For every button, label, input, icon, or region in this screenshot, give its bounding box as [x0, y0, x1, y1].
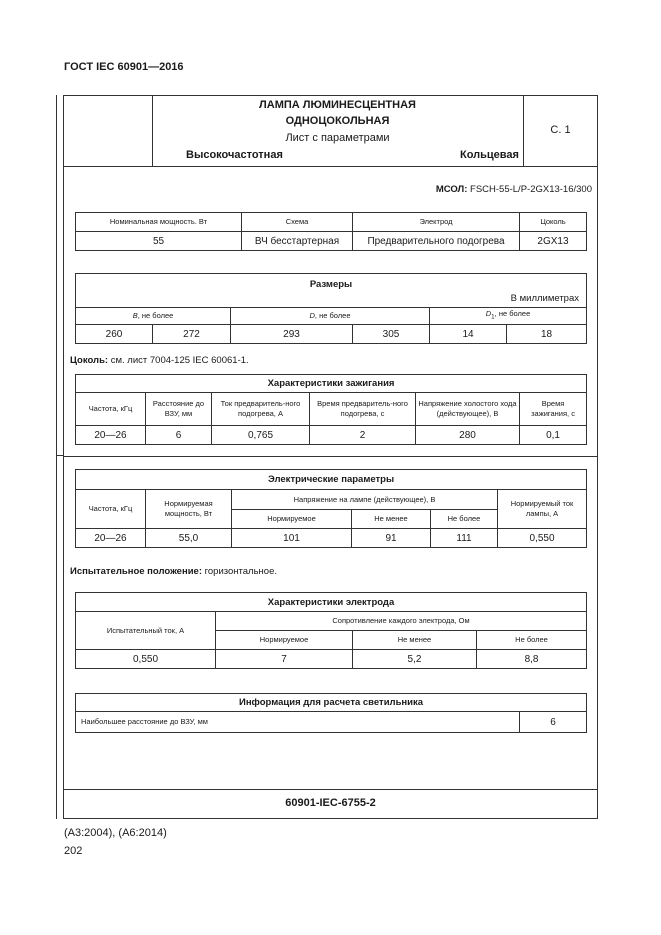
page-number: 202	[64, 845, 83, 857]
test-position-note	[70, 566, 277, 577]
value-cell: 5,2	[353, 650, 477, 669]
header-cell: Испытательный ток, А	[76, 612, 216, 650]
ignition-table	[75, 374, 587, 445]
luminaire-title: Информация для расчета светильника	[76, 694, 587, 712]
mcol-label: МСОЛ:	[435, 184, 468, 195]
general-table	[75, 212, 587, 251]
value-cell: 2GX13	[520, 232, 587, 251]
luminaire-table	[75, 693, 587, 733]
value-cell: 20—26	[76, 529, 146, 548]
value-cell: 305	[353, 325, 430, 344]
value-cell: 272	[153, 325, 231, 344]
section-divider	[63, 456, 598, 457]
header-cell: Время предваритель-ного подогрева, с	[310, 393, 416, 426]
value-cell: 0,550	[76, 650, 216, 669]
sheet-margin-tick	[56, 455, 63, 456]
header-cell: Сопротивление каждого электрода, Ом	[216, 612, 587, 631]
value-cell: Предварительного подогрева	[353, 232, 520, 251]
header-cell: Напряжение на лампе (действующее), В	[232, 490, 498, 510]
value-cell: 6	[146, 426, 212, 445]
value-cell: 101	[232, 529, 352, 548]
header-cell: Нормируемый ток лампы, А	[498, 490, 587, 529]
electrical-title: Электрические параметры	[76, 470, 587, 490]
value-cell: 20—26	[76, 426, 146, 445]
footer-divider	[63, 789, 598, 790]
dimension-symbol: D	[485, 309, 492, 319]
sheet-title-line1: ЛАМПА ЛЮМИНЕСЦЕНТНАЯ	[259, 99, 416, 111]
header-cell: Цоколь	[520, 213, 587, 232]
header-cell: B, не более	[76, 308, 231, 325]
header-cell: Не более	[477, 631, 587, 650]
sheet-margin-line	[56, 95, 57, 819]
header-cell: Нормируемая мощность, Вт	[146, 490, 232, 529]
header-cell: Не более	[431, 510, 498, 529]
test-position-label: Испытательное положение:	[70, 566, 202, 577]
lamp-type-left: Высокочастотная	[186, 149, 283, 161]
mcol-code	[436, 184, 592, 195]
value-cell: 111	[431, 529, 498, 548]
value-cell: 2	[310, 426, 416, 445]
dimension-symbol: D	[309, 311, 315, 320]
header-cell: D, не более	[231, 308, 430, 325]
header-cell: Нормируемое	[216, 631, 353, 650]
value-cell: 18	[507, 325, 587, 344]
value-cell: 0,550	[498, 529, 587, 548]
value-cell: 280	[416, 426, 520, 445]
electrode-table	[75, 592, 587, 669]
cap-note-text: см. лист 7004-125 IEC 60061-1.	[108, 355, 249, 366]
luminaire-label: Наибольшее расстояние до ВЗУ, мм	[76, 712, 520, 733]
header-cell: Не менее	[352, 510, 431, 529]
sheet-subtitle: Лист с параметрами	[285, 132, 390, 144]
header-cell: Частота, кГц	[76, 393, 146, 426]
value-cell: 293	[231, 325, 353, 344]
value-cell: ВЧ бесстартерная	[242, 232, 353, 251]
ignition-title: Характеристики зажигания	[76, 375, 587, 393]
luminaire-value: 6	[520, 712, 587, 733]
dimensions-table	[75, 273, 587, 344]
header-cell: Нормируемое	[232, 510, 352, 529]
value-cell: 0,1	[520, 426, 587, 445]
header-cell: Расстояние до ВЗУ, мм	[146, 393, 212, 426]
header-cell: Схема	[242, 213, 353, 232]
dimensions-unit: В миллиметрах	[510, 293, 579, 304]
header-cell: Не менее	[353, 631, 477, 650]
sheet-code: 60901-IEC-6755-2	[285, 797, 376, 809]
header-cell: Напряжение холостого хода (действующее), В	[416, 393, 520, 426]
value-cell: 55,0	[146, 529, 232, 548]
value-cell: 8,8	[477, 650, 587, 669]
sheet-page: С. 1	[550, 124, 571, 136]
value-cell: 55	[76, 232, 242, 251]
value-cell: 7	[216, 650, 353, 669]
header-cell: Электрод	[353, 213, 520, 232]
header-cell: Ток предваритель-ного подогрева, А	[212, 393, 310, 426]
amendments: (А3:2004), (А6:2014)	[64, 827, 167, 839]
header-cell: Частота, кГц	[76, 490, 146, 529]
standard-number: ГОСТ IEC 60901—2016	[64, 61, 184, 73]
value-cell: 14	[430, 325, 507, 344]
value-cell: 0,765	[212, 426, 310, 445]
header-cell: Время зажигания, с	[520, 393, 587, 426]
electrode-title: Характеристики электрода	[76, 593, 587, 612]
value-cell: 91	[352, 529, 431, 548]
cap-note	[70, 355, 249, 366]
lamp-type-right: Кольцевая	[460, 149, 519, 161]
dimension-symbol: B	[132, 311, 138, 320]
header-cell: $D_1$, не более	[430, 308, 587, 325]
mcol-value: FSCH-55-L/P-2GX13-16/300	[470, 184, 592, 195]
dimensions-title: Размеры	[309, 279, 353, 290]
header-divider-bottom	[63, 166, 598, 167]
header-cell: Номинальная мощность. Вт	[76, 213, 242, 232]
value-cell: 260	[76, 325, 153, 344]
sheet-title-line2: ОДНОЦОКОЛЬНАЯ	[285, 115, 390, 127]
electrical-table	[75, 469, 587, 548]
cap-note-label: Цоколь:	[70, 355, 109, 366]
test-position-text: горизонтальное.	[201, 566, 278, 577]
dimensions-title-cell	[76, 274, 587, 308]
